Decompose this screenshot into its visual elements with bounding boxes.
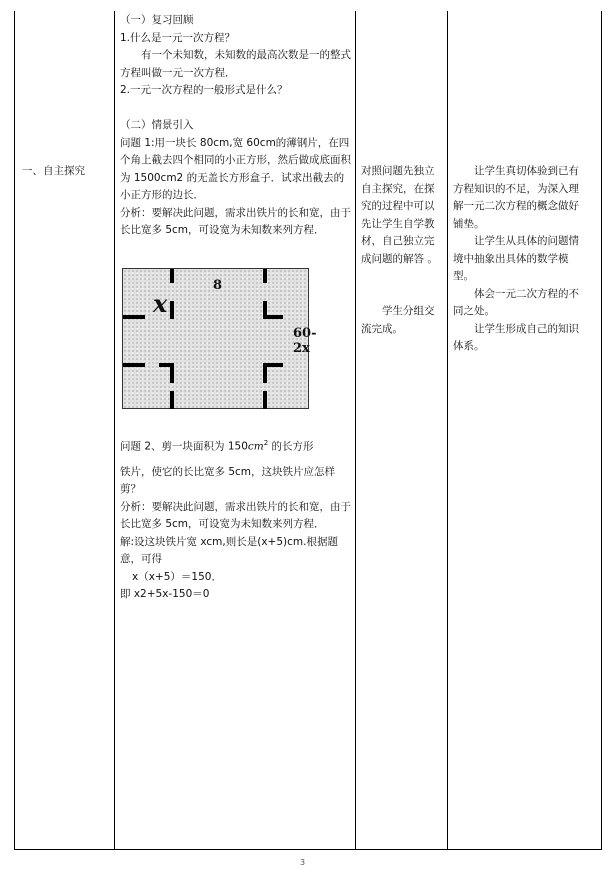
figure-label-60-2x: 60-2x <box>293 326 317 356</box>
problem-1: 问题 1:用一块长 80cm,宽 60cm的薄钢片，在四个角上截去四个相同的小正方形，然后做成底面积为 1500cm2 的无盖长方形盒子．试求出截去的小正方形的边长． <box>120 136 351 201</box>
design-intent-1: 让学生真切体验到已有方程知识的不足，为深入理解一元二次方程的概念做好铺垫。 <box>453 165 579 230</box>
equation-2: 即 x2+5x-150＝0 <box>120 588 210 600</box>
corner-cut-top-left-v <box>170 269 174 283</box>
stage-label: 一、自主探究 <box>22 165 85 177</box>
table-border-col3 <box>355 11 356 850</box>
review-heading: （一）复习回顾 <box>120 14 194 26</box>
area-unit: cm <box>247 440 264 453</box>
page-number: 3 <box>300 858 306 867</box>
teaching-content-part2 <box>120 432 352 604</box>
figure-label-x: x <box>153 289 168 318</box>
table-border-left <box>14 11 15 850</box>
area-unit-exponent: 2 <box>263 439 269 447</box>
table-border-bottom <box>14 849 602 850</box>
table-border-col4 <box>447 11 448 850</box>
teaching-content <box>120 12 352 240</box>
equation-1: x（x+5）＝150． <box>132 570 222 583</box>
corner-cut-bottom-left-v2 <box>170 391 174 409</box>
corner-cut-top-left-h <box>123 315 145 319</box>
analysis-1: 分析：要解决此问题，需求出铁片的长和宽，由于长比宽多 5cm，可设宽为未知数来列方程． <box>120 206 351 236</box>
corner-cut-top-right-v <box>263 269 267 283</box>
table-border-col2 <box>114 11 115 850</box>
steel-sheet-figure <box>122 268 317 409</box>
intro-heading: （二）情景引入 <box>120 119 194 131</box>
review-answer-1: 有一个未知数，未知数的最高次数是一的整式方程叫做一元一次方程． <box>120 49 351 79</box>
design-intent <box>453 163 583 356</box>
student-activity <box>361 163 444 338</box>
design-intent-4: 让学生形成自己的知识体系。 <box>453 322 579 352</box>
corner-cut-top-left-v2 <box>170 301 174 319</box>
student-activity-1: 对照问题先独立自主探究，在探究的过程中可以先让学生自学教材，自己独立完成问题的解答 。 <box>361 165 438 265</box>
corner-cut-bottom-right-v <box>263 363 267 383</box>
figure-label-8: 8 <box>213 278 223 293</box>
solution: 解:设这块铁片宽 xcm,则长是(x+5)cm.根据题意，可得 <box>120 535 338 565</box>
student-activity-2: 学生分组交流完成。 <box>361 305 435 335</box>
corner-cut-top-right-h <box>263 315 283 319</box>
design-intent-2: 让学生从具体的问题情境中抽象出具体的数学模型。 <box>453 235 579 282</box>
corner-cut-bottom-left-v <box>170 363 174 383</box>
review-question-1: 1.什么是一元一次方程？ <box>120 31 236 44</box>
problem-2-continued: 铁片，使它的长比宽多 5cm，这块铁片应怎样剪？ <box>120 465 336 495</box>
corner-cut-bottom-left-h <box>123 363 145 367</box>
corner-cut-bottom-right-v2 <box>263 391 267 409</box>
problem-2: 问题 2、剪一块面积为 $150cm^2$ 的长方形 <box>120 439 314 453</box>
design-intent-3: 体会一元二次方程的不同之处。 <box>453 287 579 317</box>
table-border-right <box>601 11 602 850</box>
analysis-2: 分析：要解决此问题，需求出铁片的长和宽，由于长比宽多 5cm，可设宽为未知数来列方程． <box>120 500 351 530</box>
review-question-2: 2.一元一次方程的一般形式是什么？ <box>120 84 288 96</box>
